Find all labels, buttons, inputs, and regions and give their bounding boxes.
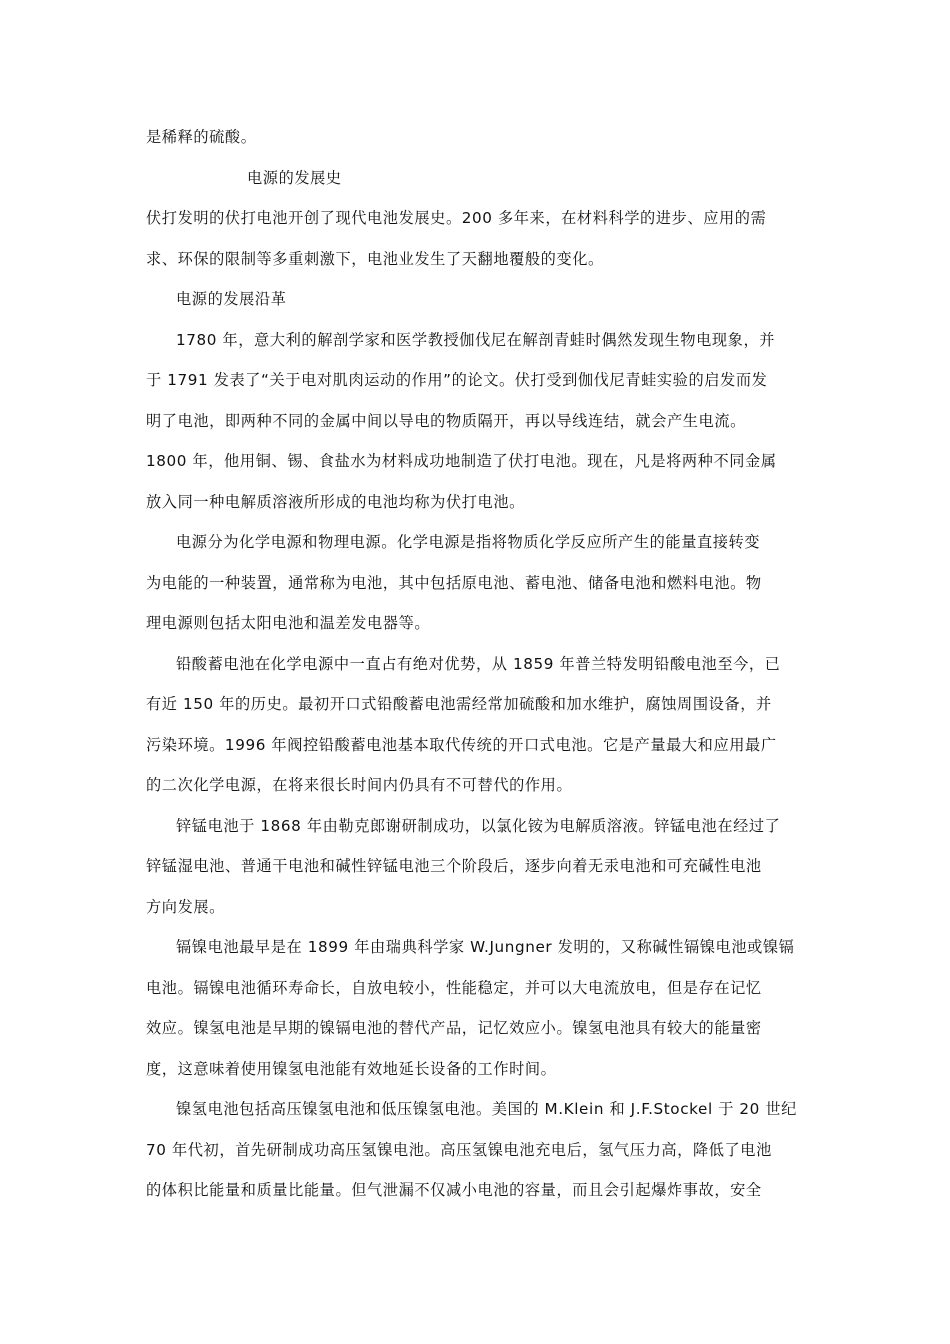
text-line: 求、环保的限制等多重刺激下，电池业发生了天翻地覆般的变化。 xyxy=(146,249,604,268)
text-line: 方向发展。 xyxy=(146,897,225,916)
text-line: 锌锰湿电池、普通干电池和碱性锌锰电池三个阶段后，逐步向着无汞电池和可充碱性电池 xyxy=(146,857,762,875)
text-line: 有近 150 年的历史。最初开口式铅酸蓄电池需经常加硫酸和加水维护，腐蚀周围设备，并 xyxy=(146,695,772,713)
text-line: 电池。镉镍电池循环寿命长，自放电较小，性能稳定，并可以大电流放电，但是存在记忆 xyxy=(146,978,762,997)
text-line: 1800 年，他用铜、锡、食盐水为材料成功地制造了伏打电池。现在，凡是将两种不同金属 xyxy=(146,452,777,470)
text-line: 锌锰电池于 1868 年由勒克郎谢研制成功，以氯化铵为电解质溶液。锌锰电池在经过了 xyxy=(176,816,781,835)
text-line: 70 年代初，首先研制成功高压氢镍电池。高压氢镍电池充电后，氢气压力高，降低了电池 xyxy=(146,1140,772,1159)
text-line: 污染环境。1996 年阀控铅酸蓄电池基本取代传统的开口式电池。它是产量最大和应用最广 xyxy=(146,735,777,754)
text-line: 于 1791 发表了“关于电对肌肉运动的作用”的论文。伏打受到伽伐尼青蛙实验的启发而发 xyxy=(146,371,768,389)
text-line: 效应。镍氢电池是早期的镍镉电池的替代产品，记忆效应小。镍氢电池具有较大的能量密 xyxy=(146,1019,762,1037)
text-line: 为电能的一种装置，通常称为电池，其中包括原电池、蓄电池、储备电池和燃料电池。物 xyxy=(146,573,762,592)
text-line: 伏打发明的伏打电池开创了现代电池发展史。200 多年来，在材料科学的进步、应用的需 xyxy=(146,209,767,227)
document-body xyxy=(146,117,812,1211)
text-line: 的二次化学电源，在将来很长时间内仍具有不可替代的作用。 xyxy=(146,776,573,794)
section-subheading: 电源的发展沿革 xyxy=(176,290,287,308)
text-line: 理电源则包括太阳电池和温差发电器等。 xyxy=(146,614,431,632)
text-line: 铅酸蓄电池在化学电源中一直占有绝对优势，从 1859 年普兰特发明铅酸电池至今，已 xyxy=(176,654,781,673)
text-line: 电源分为化学电源和物理电源。化学电源是指将物质化学反应所产生的能量直接转变 xyxy=(176,533,761,551)
text-line: 镉镍电池最早是在 1899 年由瑞典科学家 W.Jungner 发明的，又称碱性镉镍电池或镍镉 xyxy=(176,938,795,956)
section-heading: 电源的发展史 xyxy=(247,168,342,187)
text-line: 1780 年，意大利的解剖学家和医学教授伽伐尼在解剖青蛙时偶然发现生物电现象，并 xyxy=(176,330,776,349)
text-line: 的体积比能量和质量比能量。但气泄漏不仅减小电池的容量，而且会引起爆炸事故，安全 xyxy=(146,1181,762,1199)
text-line: 是稀释的硫酸。 xyxy=(146,128,257,146)
text-line: 度，这意味着使用镍氢电池能有效地延长设备的工作时间。 xyxy=(146,1059,557,1078)
text-line: 明了电池，即两种不同的金属中间以导电的物质隔开，再以导线连结，就会产生电流。 xyxy=(146,411,746,430)
text-line: 镍氢电池包括高压镍氢电池和低压镍氢电池。美国的 M.Klein 和 J.F.Stockel 于 20 世纪 xyxy=(176,1100,797,1118)
text-line: 放入同一种电解质溶液所形成的电池均称为伏打电池。 xyxy=(146,492,525,511)
